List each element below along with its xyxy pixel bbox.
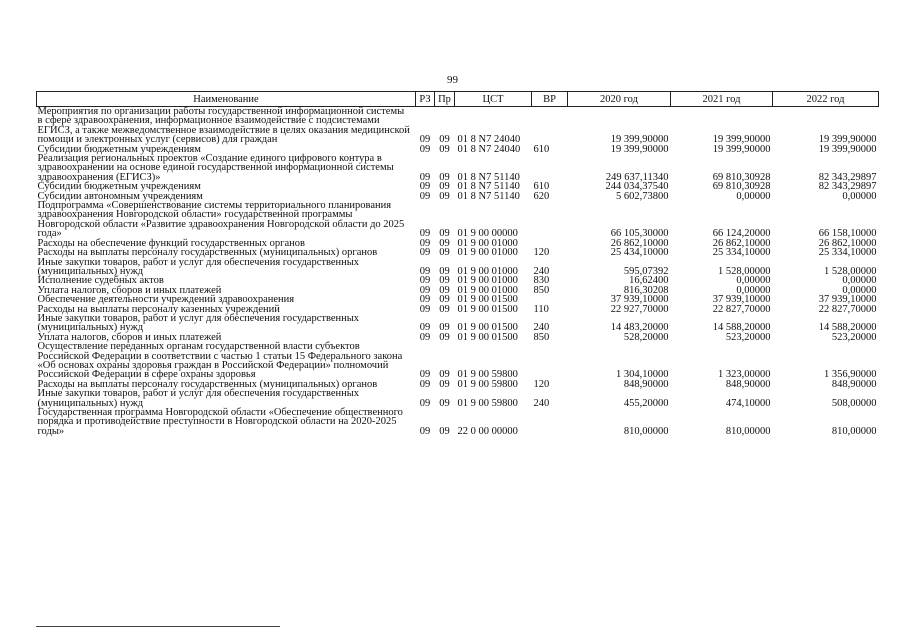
row-value-2022: 19 399,90000 — [818, 143, 877, 155]
row-cst: 01 9 00 00000 — [457, 228, 518, 240]
row-cst: 01 8 N7 51140 — [457, 171, 520, 183]
row-value-2021: 22 827,70000 — [712, 303, 771, 315]
header-2021: 2021 год — [671, 92, 773, 107]
row-rz: 09 — [419, 294, 431, 306]
row-cst: 01 8 N7 51140 — [457, 190, 520, 202]
row-value-2021: 19 399,90000 — [712, 143, 771, 155]
row-rz: 09 — [419, 331, 431, 343]
row-rz: 09 — [419, 247, 431, 259]
row-name: Государственная программа Новгородской области «Обеспечение общественного порядка и противодействие преступности в Новгородской области на 2020-2025 годы» — [37, 407, 403, 437]
row-value-2022: 0,00000 — [842, 190, 877, 202]
row-value-2021: 37 939,10000 — [712, 294, 771, 306]
row-name: Исполнение судебных актов — [37, 275, 164, 287]
row-value-2021: 66 124,20000 — [712, 228, 771, 240]
row-value-2020: 848,90000 — [623, 378, 669, 390]
row-value-2022: 848,90000 — [831, 378, 877, 390]
row-cst: 01 8 N7 51140 — [457, 181, 520, 193]
row-cst: 01 8 N7 24040 — [457, 143, 521, 155]
row-vr: 240 — [533, 397, 550, 409]
row-value-2022: 26 862,10000 — [818, 237, 877, 249]
row-value-2022: 810,00000 — [831, 425, 877, 437]
row-value-2021: 14 588,20000 — [712, 322, 771, 334]
row-rz: 09 — [419, 228, 431, 240]
row-value-2021: 0,00000 — [736, 275, 771, 287]
row-rz: 09 — [419, 265, 431, 277]
row-value-2021: 1 323,00000 — [718, 369, 771, 381]
row-vr — [532, 342, 568, 380]
table-body — [37, 107, 879, 437]
row-pr: 09 — [439, 181, 450, 193]
row-vr — [532, 107, 568, 145]
header-pr: Пр — [435, 92, 455, 107]
row-name: Мероприятия по организации работы государственной информационной системы в сфере здравоохранения, информационное взаимодействие с подсистемами ЕГИСЗ, а также межведомственное взаимодействие в целях оказания медицинской помощи и электронных услуг (сервисов) для граждан — [37, 106, 410, 146]
row-pr: 09 — [439, 294, 450, 306]
row-value-2020: 19 399,90000 — [610, 134, 669, 146]
row-pr: 09 — [439, 171, 450, 183]
row-pr: 09 — [439, 284, 450, 296]
row-rz: 09 — [419, 378, 431, 390]
row-value-2022: 37 939,10000 — [818, 294, 877, 306]
page-number: 99 — [447, 74, 458, 86]
table-row — [37, 389, 879, 408]
row-value-2022: 0,00000 — [842, 284, 877, 296]
row-pr: 09 — [439, 397, 450, 409]
table-header — [37, 92, 879, 107]
row-rz: 09 — [419, 181, 431, 193]
row-value-2020: 25 434,10000 — [610, 247, 669, 259]
row-value-2022: 1 356,90000 — [824, 369, 877, 381]
row-rz: 09 — [419, 275, 431, 287]
header-cst: ЦСТ — [455, 92, 532, 107]
row-name: Иные закупки товаров, работ и услуг для обеспечения государственных (муниципальных) нужд — [37, 312, 360, 334]
row-name: Расходы на выплаты персоналу государственных (муниципальных) органов — [37, 247, 378, 259]
row-value-2020: 5 602,73800 — [616, 190, 669, 202]
row-pr: 09 — [439, 369, 450, 381]
row-rz: 09 — [419, 143, 431, 155]
row-cst: 22 0 00 00000 — [457, 425, 518, 437]
row-rz: 09 — [419, 134, 431, 146]
row-cst: 01 9 00 01500 — [457, 331, 518, 343]
row-value-2020: 14 483,20000 — [610, 322, 669, 334]
row-value-2020: 26 862,10000 — [610, 237, 669, 249]
row-value-2022: 22 827,70000 — [818, 303, 877, 315]
row-name: Иные закупки товаров, работ и услуг для обеспечения государственных (муниципальных) нужд — [37, 256, 360, 277]
row-vr: 110 — [533, 303, 549, 315]
row-value-2020: 528,20000 — [623, 331, 669, 343]
row-value-2021: 26 862,10000 — [712, 237, 771, 249]
row-vr: 620 — [533, 190, 550, 202]
row-pr: 09 — [439, 378, 450, 390]
row-rz: 09 — [419, 284, 431, 296]
header-rz: РЗ — [416, 92, 435, 107]
row-pr: 09 — [439, 265, 450, 277]
row-value-2022: 14 588,20000 — [818, 322, 877, 334]
row-name: Субсидии бюджетным учреждениям — [37, 181, 201, 193]
header-2022: 2022 год — [773, 92, 879, 107]
row-value-2021: 25 334,10000 — [712, 247, 771, 259]
row-vr: 850 — [533, 331, 550, 343]
row-pr: 09 — [439, 331, 450, 343]
row-cst: 01 9 00 01500 — [457, 322, 518, 334]
row-value-2021: 0,00000 — [736, 284, 771, 296]
row-pr: 09 — [439, 247, 450, 259]
row-value-2022: 66 158,10000 — [818, 228, 877, 240]
row-vr: 240 — [533, 322, 550, 334]
row-pr: 09 — [439, 275, 450, 287]
row-value-2022: 19 399,90000 — [818, 134, 877, 146]
row-value-2020: 455,20000 — [623, 397, 669, 409]
header-vr: ВР — [532, 92, 568, 107]
row-rz: 09 — [419, 425, 431, 437]
row-cst: 01 9 00 59800 — [457, 378, 518, 390]
table-row — [37, 201, 879, 239]
row-pr: 09 — [439, 303, 450, 315]
row-pr: 09 — [439, 143, 450, 155]
row-name: Уплата налогов, сборов и иных платежей — [37, 331, 222, 343]
row-pr: 09 — [439, 425, 450, 437]
row-value-2020: 66 105,30000 — [610, 228, 669, 240]
row-value-2021: 0,00000 — [736, 190, 771, 202]
footnote-divider — [36, 626, 280, 627]
row-name: Расходы на выплаты персоналу казенных учреждений — [37, 303, 280, 315]
row-name: Субсидии бюджетным учреждениям — [37, 143, 201, 155]
row-name: Обеспечение деятельности учреждений здравоохранения — [37, 294, 295, 306]
row-vr — [532, 154, 568, 182]
row-cst: 01 9 00 01000 — [457, 247, 518, 259]
table-row — [37, 408, 879, 436]
header-name: Наименование — [37, 92, 416, 107]
row-rz: 09 — [419, 171, 431, 183]
row-value-2020: 19 399,90000 — [610, 143, 669, 155]
row-value-2020: 22 927,70000 — [610, 303, 669, 315]
row-rz: 09 — [419, 369, 431, 381]
row-pr: 09 — [439, 134, 450, 146]
row-value-2020: 1 304,10000 — [616, 369, 669, 381]
row-name: Расходы на выплаты персоналу государственных (муниципальных) органов — [37, 378, 378, 390]
row-value-2021: 523,20000 — [725, 331, 771, 343]
row-vr: 610 — [533, 181, 550, 193]
row-vr: 610 — [533, 143, 550, 155]
row-value-2022: 82 343,29897 — [818, 171, 877, 183]
table-row — [37, 258, 879, 277]
row-value-2022: 82 343,29897 — [818, 181, 877, 193]
row-value-2022: 523,20000 — [831, 331, 877, 343]
row-value-2022: 25 334,10000 — [818, 247, 877, 259]
row-pr: 09 — [439, 237, 450, 249]
row-value-2021: 1 528,00000 — [718, 265, 771, 277]
row-value-2021: 848,90000 — [725, 378, 771, 390]
row-pr: 09 — [439, 190, 450, 202]
row-cst: 01 9 00 01500 — [457, 294, 518, 306]
row-vr: 830 — [533, 275, 550, 287]
row-pr: 09 — [439, 228, 450, 240]
row-cst: 01 9 00 01000 — [457, 284, 518, 296]
table-row — [37, 107, 879, 145]
row-name: Иные закупки товаров, работ и услуг для обеспечения государственных (муниципальных) нужд — [37, 388, 360, 409]
row-value-2020: 816,30208 — [623, 284, 669, 296]
row-value-2020: 37 939,10000 — [610, 294, 669, 306]
row-value-2021: 474,10000 — [725, 397, 771, 409]
row-value-2021: 69 810,30928 — [712, 171, 771, 183]
row-value-2020: 244 034,37540 — [605, 181, 669, 193]
row-cst: 01 9 00 01500 — [457, 303, 518, 315]
row-vr — [532, 201, 568, 239]
table-row — [37, 314, 879, 333]
row-name: Подпрограмма «Совершенствование системы территориального планирования здравоохранения Новгородской области» государственной программы Новгородской области «Развитие здравоохранения Новгородской области до 2025 года» — [37, 200, 405, 240]
row-rz: 09 — [419, 303, 431, 315]
row-cst: 01 9 00 01000 — [457, 275, 518, 287]
row-value-2021: 69 810,30928 — [712, 181, 771, 193]
row-value-2020: 16,62400 — [629, 275, 669, 287]
row-cst: 01 9 00 01000 — [457, 237, 518, 249]
row-cst: 01 8 N7 24040 — [457, 134, 521, 146]
row-value-2021: 19 399,90000 — [712, 134, 771, 146]
row-value-2022: 1 528,00000 — [824, 265, 877, 277]
row-value-2020: 595,07392 — [623, 265, 669, 277]
row-name: Расходы на обеспечение функций государственных органов — [37, 237, 305, 249]
row-value-2021: 810,00000 — [725, 425, 771, 437]
row-name: Реализация региональных проектов «Создание единого цифрового контура в здравоохранении на основе единой государственной информационной системы здравоохранения (ЕГИСЗ)» — [37, 153, 394, 183]
table-row — [37, 154, 879, 182]
header-2020: 2020 год — [568, 92, 671, 107]
row-value-2022: 508,00000 — [831, 397, 877, 409]
row-value-2020: 810,00000 — [623, 425, 669, 437]
row-cst: 01 9 00 59800 — [457, 397, 518, 409]
row-name: Осуществление переданных органам государственной власти субъектов Российской Федерации в соответствии с частью 1 статьи 15 Федерального закона «Об основах охраны здоровья граждан в Российской Федерации» полномочий Российской Федерации в сфере охраны здоровья — [37, 341, 403, 381]
row-vr: 240 — [533, 265, 550, 277]
row-vr: 120 — [533, 378, 550, 390]
row-vr: 120 — [533, 247, 550, 259]
row-vr: 850 — [533, 284, 550, 296]
row-cst: 01 9 00 59800 — [457, 369, 518, 381]
row-name: Уплата налогов, сборов и иных платежей — [37, 284, 222, 296]
row-rz: 09 — [419, 322, 431, 334]
row-rz: 09 — [419, 190, 431, 202]
row-value-2022: 0,00000 — [842, 275, 877, 287]
row-vr — [532, 408, 568, 436]
budget-table — [36, 91, 879, 436]
row-rz: 09 — [419, 237, 431, 249]
table-row — [37, 342, 879, 380]
row-name: Субсидии автономным учреждениям — [37, 190, 203, 202]
row-pr: 09 — [439, 322, 450, 334]
row-value-2020: 249 637,11340 — [605, 171, 669, 183]
row-rz: 09 — [419, 397, 431, 409]
row-cst: 01 9 00 01000 — [457, 265, 518, 277]
